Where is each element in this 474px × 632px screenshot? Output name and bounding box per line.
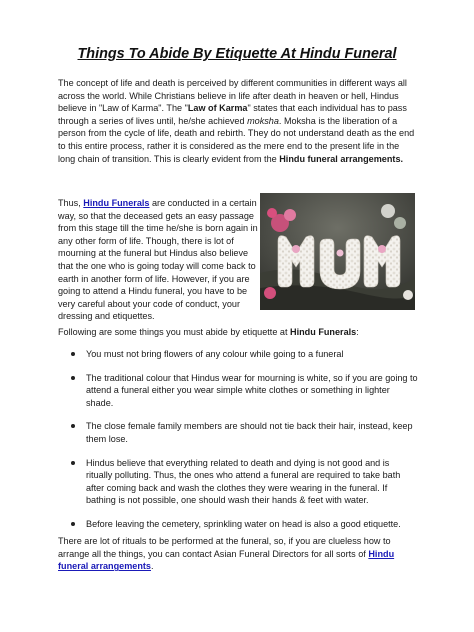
closing-paragraph <box>58 535 418 573</box>
hindu-funerals-link[interactable]: Hindu Funerals <box>83 198 150 208</box>
funeral-flowers-photo <box>260 193 415 310</box>
funeral-flowers-mum-photo <box>260 193 415 310</box>
list-item: The close female family members are should not tie back their hair, instead, keep them lose. <box>58 420 418 445</box>
list-item: Before leaving the cemetery, sprinkling water on head is also a good etiquette. <box>58 518 418 531</box>
follow-bold-hindu-funerals: Hindu Funerals <box>290 327 357 337</box>
follow-text-2: : <box>356 327 359 337</box>
intro-italic-moksha: moksha <box>247 115 279 126</box>
side-paragraph <box>58 197 258 323</box>
closing-text-2: . <box>151 561 154 572</box>
page-title: Things To Abide By Etiquette At Hindu Funeral <box>77 46 397 62</box>
follow-paragraph <box>58 326 418 339</box>
intro-bold-karma: Law of Karma <box>187 103 248 114</box>
etiquette-list <box>58 348 418 542</box>
list-item: The traditional colour that Hindus wear for mourning is white, so if you are going to attend a funeral either you wear simple white clothes or something in lighter shade. <box>58 372 418 410</box>
hindu-funeral-arrangements-link[interactable]: Hindu funeral arrangements <box>58 548 395 572</box>
intro-text-1: The concept of life and death is perceived by different communities in different ways all across the world. While Christians believe in life after death in heaven or hell, Hindus believe in "Law of Karma". The " <box>58 78 407 114</box>
list-item: Hindus believe that everything related to death and dying is not good and is ritually polluting. Thus, the ones who attend a funeral are required to take bath after coming back and wash the clothes they were wearing in the funeral. If bathing is not possible, one should wash their hands & feet with water. <box>58 457 418 507</box>
intro-text-2: " states that each individual has to pass through a series of lives until, he/she achieved <box>58 103 407 126</box>
intro-text-3: . Moksha is the liberation of a person from the cycle of life, death and rebirth. They do not understand death as the end to this entire process, rather it is considered as the mere end to the present life in the long chain of transition. This is clearly evident from the <box>58 115 415 164</box>
closing-text-1: There are lot of rituals to be performed at the funeral, so, if you are clueless how to arrange all the things, you can contact Asian Funeral Directors for all sorts of <box>58 536 391 559</box>
list-item: You must not bring flowers of any colour while going to a funeral <box>58 348 418 361</box>
side-text-2: are conducted in a certain way, so that the deceased gets an easy passage from this stage till the time he/she is born again in any other form of life. Though, there is lot of mourning at the funeral but Hindus also believe that the one who is going today will come back to earth in another form of life. However, if you are going to attend a Hindu funeral, you have to be very careful about your code of conduct, your dressing and etiquettes. <box>58 198 258 322</box>
intro-bold-arrangements: Hindu funeral arrangements. <box>279 153 404 164</box>
follow-text-1: Following are some things you must abide by etiquette at <box>58 327 291 337</box>
intro-paragraph <box>58 77 416 165</box>
side-text-1: Thus, <box>58 198 84 208</box>
